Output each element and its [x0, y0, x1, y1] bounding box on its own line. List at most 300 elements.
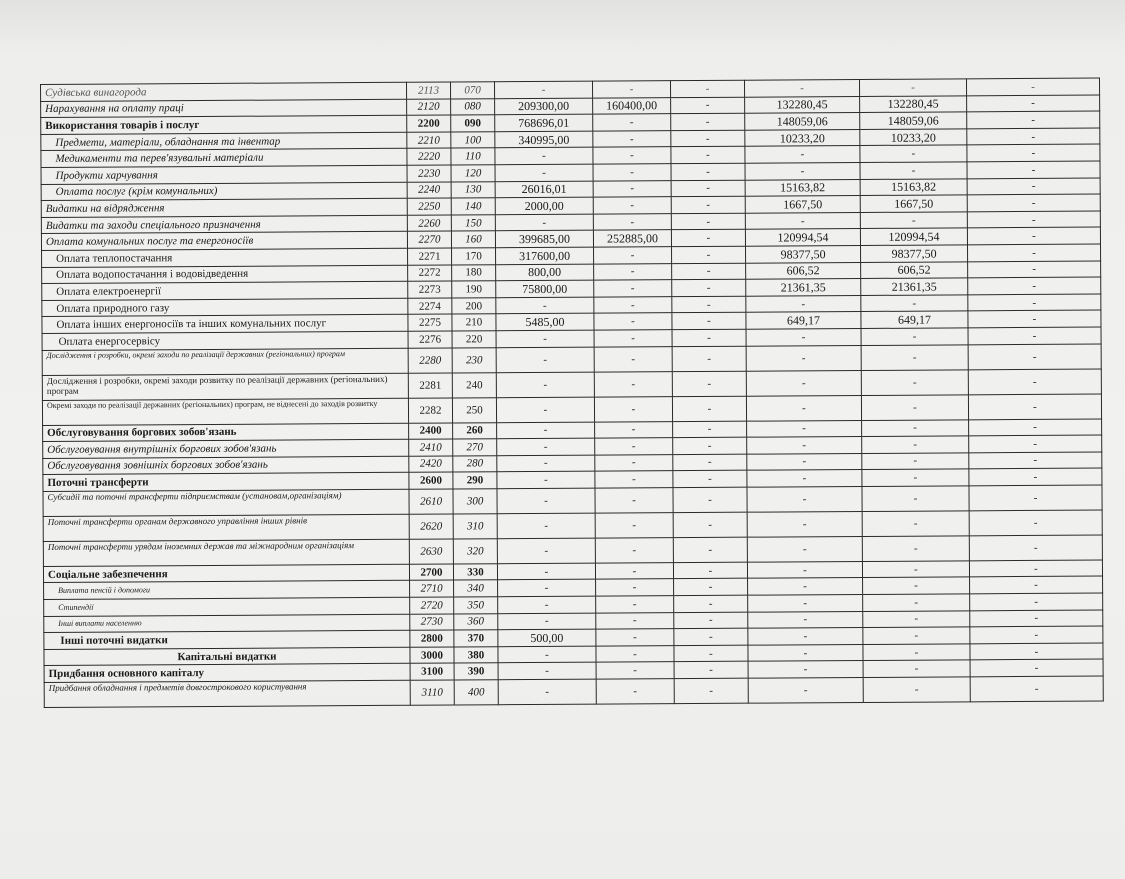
value-cell-col-5: - [862, 486, 969, 512]
kekv-code-cell: 2620 [409, 514, 453, 539]
value-cell-col-6: - [967, 161, 1100, 178]
value-cell-col-6: - [968, 394, 1101, 420]
value-cell-col-2: - [594, 296, 672, 313]
value-cell-col-1: - [497, 438, 595, 455]
row-name-cell: Інші виплати населенню [44, 614, 410, 633]
row-name-cell: Обслуговування внутрішніх боргових зобов'язань [43, 439, 409, 458]
row-name-cell: Видатки на відрядження [41, 198, 407, 217]
value-cell-col-2: - [594, 280, 672, 297]
row-name-cell: Використання товарів і послуг [41, 115, 407, 134]
value-cell-col-4: 1667,50 [745, 196, 860, 213]
value-cell-col-3: - [671, 230, 745, 247]
line-code-cell: 110 [451, 148, 495, 165]
value-cell-col-5: 132280,45 [860, 95, 967, 112]
value-cell-col-5: - [863, 577, 970, 594]
value-cell-col-5: - [861, 394, 968, 420]
kekv-code-cell: 2260 [407, 215, 451, 232]
row-name-cell: Субсидії та поточні трансферти підприємствам (установам,організаціям) [43, 489, 409, 516]
line-code-cell: 310 [453, 514, 497, 539]
row-name-cell: Поточні трансферти урядам іноземних держав та міжнародним організаціям [43, 539, 409, 566]
value-cell-col-6: - [969, 535, 1102, 561]
value-cell-col-4: - [748, 661, 863, 678]
value-cell-col-3: - [672, 279, 746, 296]
value-cell-col-1: 399685,00 [495, 230, 593, 247]
value-cell-col-1: - [496, 347, 594, 373]
value-cell-col-6: - [970, 610, 1103, 627]
value-cell-col-5: 120994,54 [860, 228, 967, 245]
value-cell-col-3: - [671, 163, 745, 180]
value-cell-col-1: - [498, 596, 596, 613]
value-cell-col-2: - [593, 147, 671, 164]
value-cell-col-1: 2000,00 [495, 197, 593, 214]
row-name-cell: Оплата інших енергоносіїв та інших комунальних послуг [42, 315, 408, 334]
value-cell-col-4: - [747, 453, 862, 470]
value-cell-col-1: - [496, 330, 594, 347]
value-cell-col-3: - [674, 612, 748, 629]
row-name-cell: Оплата комунальних послуг та енергоносіїв [41, 232, 407, 251]
value-cell-col-2: - [594, 346, 672, 371]
kekv-code-cell: 2281 [408, 372, 452, 397]
value-cell-col-1: - [497, 471, 595, 488]
value-cell-col-1: 800,00 [496, 264, 594, 281]
value-cell-col-3: - [673, 537, 747, 562]
kekv-code-cell: 2230 [407, 165, 451, 182]
value-cell-col-5: - [862, 419, 969, 436]
row-name-cell: Судівська винагорода [41, 82, 407, 101]
value-cell-col-6: - [970, 626, 1103, 643]
value-cell-col-2: - [596, 679, 674, 704]
kekv-code-cell: 2420 [409, 456, 453, 473]
value-cell-col-2: - [596, 645, 674, 662]
value-cell-col-1: - [495, 147, 593, 164]
value-cell-col-2: - [592, 81, 670, 98]
value-cell-col-2: - [596, 612, 674, 629]
value-cell-col-4: - [747, 420, 862, 437]
line-code-cell: 350 [454, 597, 498, 614]
value-cell-col-5: - [862, 436, 969, 453]
row-name-cell: Виплата пенсій і допомоги [44, 581, 410, 600]
value-cell-col-4: - [748, 611, 863, 628]
value-cell-col-2: - [594, 247, 672, 264]
kekv-code-cell: 3110 [410, 680, 454, 705]
kekv-code-cell: 2113 [406, 82, 450, 99]
value-cell-col-6: - [967, 178, 1100, 195]
value-cell-col-4: - [747, 437, 862, 454]
row-name-cell: Поточні трансферти [43, 473, 409, 492]
value-cell-col-1: - [497, 422, 595, 439]
value-cell-col-3: - [672, 313, 746, 330]
value-cell-col-6: - [969, 560, 1102, 577]
value-cell-col-6: - [968, 261, 1101, 278]
value-cell-col-5: - [863, 677, 970, 703]
value-cell-col-5: - [859, 79, 966, 96]
row-name-cell: Оплата водопостачання і водовідведення [42, 265, 408, 284]
kekv-code-cell: 2276 [408, 331, 452, 348]
value-cell-col-2: - [596, 662, 674, 679]
value-cell-col-3: - [672, 296, 746, 313]
value-cell-col-5: - [862, 511, 969, 537]
value-cell-col-4: - [747, 561, 862, 578]
value-cell-col-6: - [966, 78, 1099, 95]
kekv-code-cell: 2250 [407, 198, 451, 215]
value-cell-col-6: - [970, 576, 1103, 593]
row-name-cell: Соціальне забезпечення [43, 564, 409, 583]
value-cell-col-1: - [497, 513, 595, 539]
value-cell-col-2: - [595, 513, 673, 538]
value-cell-col-5: 21361,35 [861, 278, 968, 295]
value-cell-col-4: 606,52 [746, 262, 861, 279]
value-cell-col-4: - [745, 212, 860, 229]
value-cell-col-3: - [673, 421, 747, 438]
value-cell-col-4: - [744, 79, 859, 96]
line-code-cell: 370 [454, 630, 498, 647]
kekv-code-cell: 2630 [409, 539, 453, 564]
value-cell-col-6: - [969, 468, 1102, 485]
line-code-cell: 300 [453, 489, 497, 514]
value-cell-col-5: - [860, 212, 967, 229]
row-name-cell: Видатки та заходи спеціального призначення [41, 215, 407, 234]
kekv-code-cell: 2273 [408, 281, 452, 298]
value-cell-col-5: 10233,20 [860, 129, 967, 146]
line-code-cell: 100 [451, 132, 495, 149]
value-cell-col-6: - [967, 144, 1100, 161]
line-code-cell: 380 [454, 647, 498, 664]
value-cell-col-2: - [596, 579, 674, 596]
value-cell-col-5: 1667,50 [860, 195, 967, 212]
value-cell-col-3: - [671, 147, 745, 164]
value-cell-col-4: - [748, 578, 863, 595]
row-name-cell: Оплата теплопостачання [42, 248, 408, 267]
line-code-cell: 130 [451, 181, 495, 198]
value-cell-col-5: 606,52 [861, 261, 968, 278]
value-cell-col-2: - [593, 130, 671, 147]
value-cell-col-4: - [747, 470, 862, 487]
value-cell-col-4: 132280,45 [745, 96, 860, 113]
line-code-cell: 180 [452, 264, 496, 281]
row-name-cell: Медикаменти та перев'язувальні матеріали [41, 149, 407, 168]
value-cell-col-2: - [593, 114, 671, 131]
value-cell-col-6: - [968, 369, 1101, 395]
value-cell-col-4: 15163,82 [745, 179, 860, 196]
value-cell-col-1: 317600,00 [496, 247, 594, 264]
value-cell-col-3: - [673, 562, 747, 579]
value-cell-col-6: - [967, 95, 1100, 112]
value-cell-col-4: 98377,50 [746, 245, 861, 262]
line-code-cell: 390 [454, 663, 498, 680]
value-cell-col-6: - [970, 593, 1103, 610]
line-code-cell: 270 [453, 439, 497, 456]
value-cell-col-6: - [969, 419, 1102, 436]
value-cell-col-3: - [673, 487, 747, 512]
kekv-code-cell: 2272 [408, 265, 452, 282]
value-cell-col-2: - [595, 471, 673, 488]
kekv-code-cell: 2200 [407, 115, 451, 132]
value-cell-col-5: 15163,82 [860, 178, 967, 195]
value-cell-col-4: - [748, 628, 863, 645]
value-cell-col-4: - [746, 395, 861, 421]
value-cell-col-1: 75800,00 [496, 280, 594, 297]
value-cell-col-4: - [746, 295, 861, 312]
value-cell-col-1: - [497, 455, 595, 472]
value-cell-col-1: - [497, 563, 595, 580]
kekv-code-cell: 3100 [410, 663, 454, 680]
value-cell-col-3: - [674, 628, 748, 645]
value-cell-col-3: - [672, 346, 746, 371]
line-code-cell: 080 [451, 98, 495, 115]
value-cell-col-3: - [674, 645, 748, 662]
line-code-cell: 400 [454, 680, 498, 705]
value-cell-col-3: - [674, 579, 748, 596]
kekv-code-cell: 2720 [410, 597, 454, 614]
line-code-cell: 260 [453, 422, 497, 439]
value-cell-col-4: - [747, 486, 862, 512]
value-cell-col-3: - [673, 512, 747, 537]
line-code-cell: 120 [451, 165, 495, 182]
value-cell-col-1: - [494, 81, 592, 98]
value-cell-col-3: - [672, 329, 746, 346]
value-cell-col-3: - [673, 470, 747, 487]
value-cell-col-4: - [748, 678, 863, 704]
value-cell-col-5: - [860, 162, 967, 179]
value-cell-col-6: - [967, 244, 1100, 261]
budget-table-wrapper [40, 78, 1103, 708]
row-name-cell: Придбання основного капіталу [44, 664, 410, 683]
kekv-code-cell: 2730 [410, 614, 454, 631]
value-cell-col-6: - [969, 510, 1102, 536]
value-cell-col-4: 120994,54 [745, 229, 860, 246]
value-cell-col-2: - [593, 164, 671, 181]
kekv-code-cell: 2800 [410, 630, 454, 647]
value-cell-col-1: - [497, 538, 595, 564]
value-cell-col-5: - [862, 536, 969, 562]
value-cell-col-3: - [672, 371, 746, 396]
value-cell-col-6: - [967, 194, 1100, 211]
value-cell-col-5: - [863, 660, 970, 677]
line-code-cell: 200 [452, 297, 496, 314]
value-cell-col-4: - [745, 146, 860, 163]
value-cell-col-3: - [673, 437, 747, 454]
kekv-code-cell: 2271 [408, 248, 452, 265]
value-cell-col-5: - [863, 610, 970, 627]
value-cell-col-5: - [861, 328, 968, 345]
kekv-code-cell: 2600 [409, 472, 453, 489]
kekv-code-cell: 2240 [407, 182, 451, 199]
line-code-cell: 170 [452, 248, 496, 265]
value-cell-col-3: - [671, 213, 745, 230]
value-cell-col-6: - [968, 310, 1101, 327]
line-code-cell: 250 [452, 397, 496, 422]
value-cell-col-6: - [969, 435, 1102, 452]
value-cell-col-2: - [596, 629, 674, 646]
value-cell-col-4: - [746, 345, 861, 371]
line-code-cell: 320 [453, 539, 497, 564]
value-cell-col-3: - [671, 196, 745, 213]
value-cell-col-1: - [498, 580, 596, 597]
value-cell-col-3: - [672, 396, 746, 421]
kekv-code-cell: 2282 [408, 397, 452, 422]
kekv-code-cell: 2274 [408, 298, 452, 315]
value-cell-col-3: - [672, 246, 746, 263]
value-cell-col-4: - [748, 644, 863, 661]
kekv-code-cell: 2710 [410, 580, 454, 597]
value-cell-col-2: - [595, 488, 673, 513]
value-cell-col-2: - [594, 263, 672, 280]
value-cell-col-5: - [861, 369, 968, 395]
value-cell-col-6: - [968, 277, 1101, 294]
value-cell-col-5: 98377,50 [861, 245, 968, 262]
row-name-cell: Поточні трансферти органам державного управління інших рівнів [43, 514, 409, 541]
line-code-cell: 160 [451, 231, 495, 248]
value-cell-col-4: - [746, 370, 861, 396]
value-cell-col-2: - [595, 454, 673, 471]
value-cell-col-1: - [498, 679, 596, 705]
value-cell-col-1: 768696,01 [495, 114, 593, 131]
value-cell-col-2: - [593, 213, 671, 230]
kekv-code-cell: 2700 [409, 564, 453, 581]
value-cell-col-1: - [498, 613, 596, 630]
line-code-cell: 280 [453, 455, 497, 472]
line-code-cell: 220 [452, 331, 496, 348]
row-name-cell: Дослідження і розробки, окремі заходи по реалізації державних (регіональних) програм [42, 348, 408, 375]
table-body [41, 78, 1104, 707]
row-name-cell: Нарахування на оплату праці [41, 99, 407, 118]
row-name-cell: Інші поточні видатки [44, 631, 410, 650]
line-code-cell: 070 [450, 82, 494, 99]
value-cell-col-1: - [496, 397, 594, 423]
line-code-cell: 210 [452, 314, 496, 331]
value-cell-col-6: - [970, 643, 1103, 660]
value-cell-col-3: - [672, 263, 746, 280]
value-cell-col-3: - [674, 678, 748, 703]
value-cell-col-3: - [671, 130, 745, 147]
kekv-code-cell: 2275 [408, 314, 452, 331]
value-cell-col-3: - [670, 80, 744, 97]
kekv-code-cell: 2120 [407, 99, 451, 116]
value-cell-col-2: - [594, 313, 672, 330]
value-cell-col-4: - [748, 595, 863, 612]
kekv-code-cell: 2270 [407, 231, 451, 248]
value-cell-col-5: - [863, 594, 970, 611]
value-cell-col-3: - [674, 662, 748, 679]
value-cell-col-1: - [495, 164, 593, 181]
value-cell-col-6: - [969, 452, 1102, 469]
value-cell-col-1: - [496, 372, 594, 398]
kekv-code-cell: 2210 [407, 132, 451, 149]
value-cell-col-4: 21361,35 [746, 279, 861, 296]
value-cell-col-6: - [967, 211, 1100, 228]
line-code-cell: 340 [454, 580, 498, 597]
value-cell-col-2: - [596, 596, 674, 613]
value-cell-col-1: - [495, 214, 593, 231]
value-cell-col-2: - [594, 371, 672, 396]
value-cell-col-2: - [595, 538, 673, 563]
row-name-cell: Предмети, матеріали, обладнання та інвентар [41, 132, 407, 151]
value-cell-col-5: - [861, 344, 968, 370]
value-cell-col-6: - [969, 485, 1102, 511]
value-cell-col-6: - [970, 659, 1103, 676]
value-cell-col-2: - [595, 563, 673, 580]
value-cell-col-5: 148059,06 [860, 112, 967, 129]
value-cell-col-5: 649,17 [861, 311, 968, 328]
row-name-cell: Дослідження і розробки, окремі заходи розвитку по реалізації державних (регіональних) програм [42, 373, 408, 400]
value-cell-col-2: - [595, 438, 673, 455]
value-cell-col-2: - [595, 421, 673, 438]
value-cell-col-1: 26016,01 [495, 181, 593, 198]
value-cell-col-1: - [498, 646, 596, 663]
line-code-cell: 230 [452, 347, 496, 372]
value-cell-col-2: 252885,00 [593, 230, 671, 247]
value-cell-col-4: - [746, 328, 861, 345]
kekv-code-cell: 2410 [409, 439, 453, 456]
row-name-cell: Оплата послуг (крім комунальних) [41, 182, 407, 201]
value-cell-col-4: 148059,06 [745, 113, 860, 130]
value-cell-col-1: - [497, 488, 595, 514]
value-cell-col-4: - [747, 511, 862, 537]
value-cell-col-6: - [970, 676, 1103, 702]
value-cell-col-1: - [496, 297, 594, 314]
row-name-cell: Стипендії [44, 597, 410, 616]
row-name-cell: Окремі заходи по реалізації державних (регіональних) програм, не віднесені до заходів розвитку [42, 398, 408, 425]
value-cell-col-3: - [671, 180, 745, 197]
table-row [44, 676, 1103, 707]
row-name-cell: Обслуговування зовнішніх боргових зобов'язань [43, 456, 409, 475]
value-cell-col-2: - [594, 396, 672, 421]
value-cell-col-6: - [968, 344, 1101, 370]
value-cell-col-4: 10233,20 [745, 129, 860, 146]
kekv-code-cell: 2280 [408, 347, 452, 372]
value-cell-col-4: 649,17 [746, 312, 861, 329]
value-cell-col-1: 209300,00 [495, 98, 593, 115]
line-code-cell: 240 [452, 372, 496, 397]
line-code-cell: 150 [451, 214, 495, 231]
value-cell-col-6: - [967, 128, 1100, 145]
value-cell-col-3: - [673, 454, 747, 471]
value-cell-col-1: 500,00 [498, 629, 596, 646]
kekv-code-cell: 3000 [410, 647, 454, 664]
kekv-code-cell: 2610 [409, 489, 453, 514]
value-cell-col-2: - [593, 180, 671, 197]
value-cell-col-5: - [860, 145, 967, 162]
value-cell-col-1: 340995,00 [495, 131, 593, 148]
line-code-cell: 330 [453, 564, 497, 581]
value-cell-col-4: - [747, 536, 862, 562]
kekv-code-cell: 2400 [409, 422, 453, 439]
row-name-cell: Продукти харчування [41, 165, 407, 184]
line-code-cell: 290 [453, 472, 497, 489]
value-cell-col-6: - [968, 294, 1101, 311]
value-cell-col-6: - [967, 111, 1100, 128]
value-cell-col-1: - [498, 663, 596, 680]
row-name-cell: Капітальні видатки [44, 647, 410, 666]
line-code-cell: 090 [451, 115, 495, 132]
line-code-cell: 360 [454, 613, 498, 630]
row-name-cell: Обслуговування боргових зобов'язань [43, 423, 409, 442]
row-name-cell: Оплата природного газу [42, 298, 408, 317]
value-cell-col-6: - [968, 327, 1101, 344]
value-cell-col-5: - [863, 644, 970, 661]
value-cell-col-5: - [861, 295, 968, 312]
row-name-cell: Оплата електроенергії [42, 281, 408, 300]
value-cell-col-5: - [863, 627, 970, 644]
value-cell-col-4: - [745, 162, 860, 179]
row-name-cell: Придбання обладнання і предметів довгострокового користування [44, 680, 410, 707]
value-cell-col-2: 160400,00 [593, 97, 671, 114]
value-cell-col-2: - [594, 330, 672, 347]
row-name-cell: Оплата енергосервісу [42, 331, 408, 350]
value-cell-col-5: - [862, 561, 969, 578]
value-cell-col-2: - [593, 197, 671, 214]
value-cell-col-3: - [671, 113, 745, 130]
